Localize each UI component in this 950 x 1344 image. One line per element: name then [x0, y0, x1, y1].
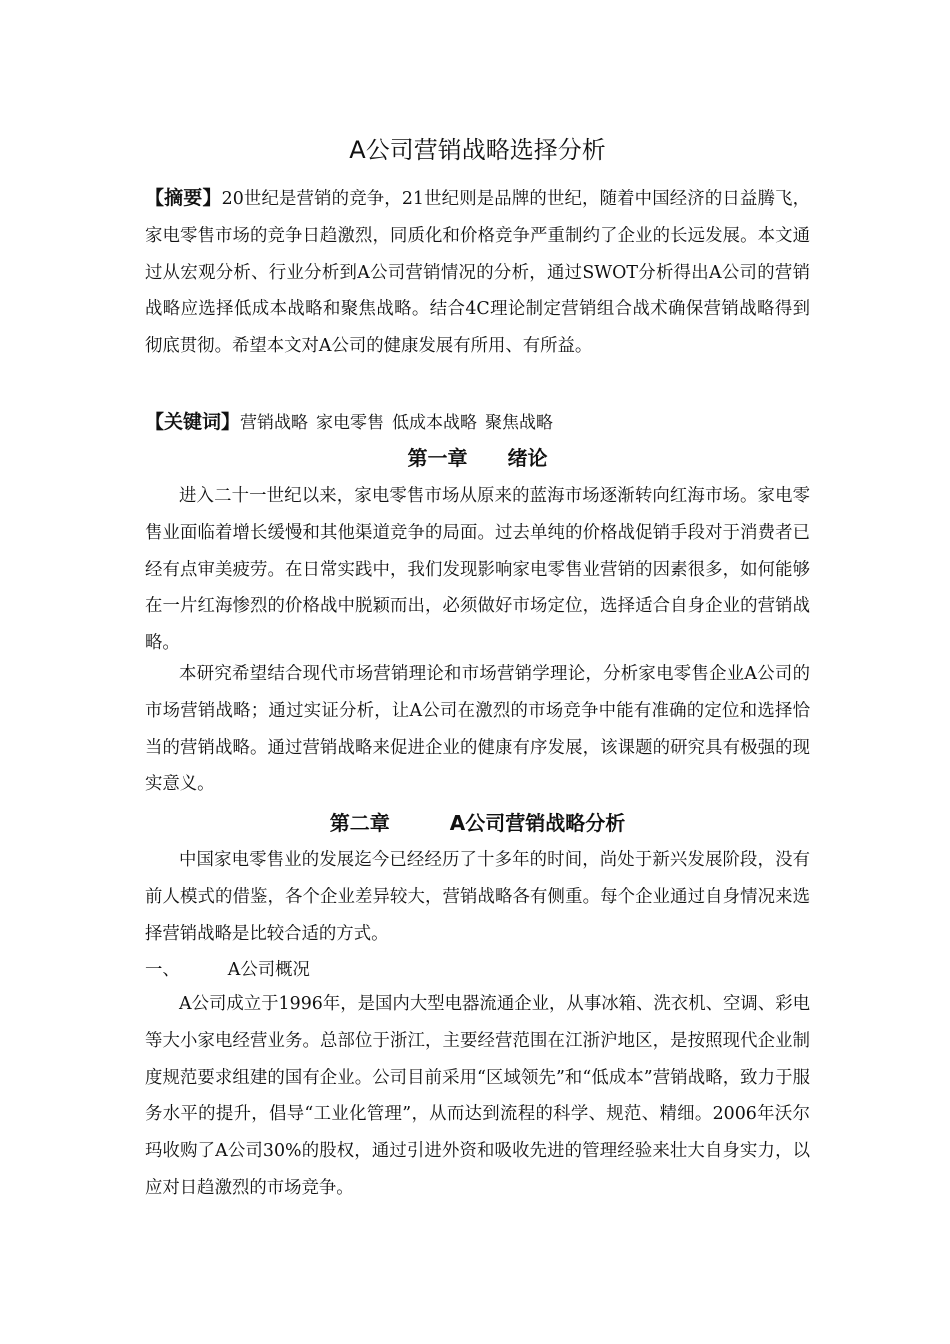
keyword-item: 家电零售 — [316, 413, 385, 433]
section-1-paragraph: A公司成立于1996年，是国内大型电器流通企业，从事冰箱、洗衣机、空调、彩电等大小家电经营业务。总部位于浙江，主要经营范围在江浙沪地区，是按照现代企业制度规范要求组建的国有企业。公司目前采用“区域领先”和“低成本”营销战略，致力于服务水平的提升，倡导“工业化管理”，从而达到流程的科学、规范、精细。2006年沃尔玛收购了A公司30%的股权，通过引进外资和吸收先进的管理经验来壮大自身实力，以应对日趋激烈的市场竞争。 — [145, 994, 810, 1198]
document-title: A公司营销战略选择分析 — [349, 136, 606, 164]
chapter-1-number: 第一章 — [407, 446, 468, 470]
keyword-item: 低成本战略 — [392, 413, 478, 433]
chapter-2-name: A公司营销战略分析 — [449, 811, 626, 835]
keywords-line — [145, 404, 810, 441]
chapter-1-name: 绪论 — [507, 446, 548, 470]
section-1-number: 一、 — [145, 960, 180, 980]
abstract-paragraph — [145, 180, 810, 365]
keyword-item: 营销战略 — [240, 413, 309, 433]
abstract-text: 20世纪是营销的竞争，21世纪则是品牌的世纪，随着中国经济的日益腾飞，家电零售市场的竞争日趋激烈，同质化和价格竞争严重制约了企业的长远发展。本文通过从宏观分析、行业分析到A公司营销情况的分析，通过SWOT分析得出A公司的营销战略应选择低成本战略和聚焦战略。结合4C理论制定营销组合战术确保营销战略得到彻底贯彻。希望本文对A公司的健康发展有所用、有所益。 — [145, 189, 810, 357]
chapter-1-paragraph-1: 进入二十一世纪以来，家电零售市场从原来的蓝海市场逐渐转向红海市场。家电零售业面临着增长缓慢和其他渠道竞争的局面。过去单纯的价格战促销手段对于消费者已经有点审美疲劳。在日常实践中，我们发现影响家电零售业营销的因素很多，如何能够在一片红海惨烈的价格战中脱颖而出，必须做好市场定位，选择适合自身企业的营销战略。 — [145, 486, 810, 654]
chapter-1-paragraph-2: 本研究希望结合现代市场营销理论和市场营销学理论，分析家电零售企业A公司的市场营销战略；通过实证分析，让A公司在激烈的市场竞争中能有准确的定位和选择恰当的营销战略。通过营销战略来促进企业的健康有序发展，该课题的研究具有极强的现实意义。 — [145, 664, 810, 795]
keywords-label: 【关键词】 — [145, 411, 241, 433]
section-1-name: A公司概况 — [227, 960, 310, 980]
chapter-2-number: 第二章 — [329, 811, 390, 835]
keyword-item: 聚焦战略 — [485, 413, 554, 433]
section-1-heading — [145, 953, 810, 987]
chapter-1-heading — [145, 442, 810, 474]
chapter-2-heading — [145, 807, 810, 839]
abstract-label: 【摘要】 — [145, 187, 222, 209]
chapter-2-intro: 中国家电零售业的发展迄今已经经历了十多年的时间，尚处于新兴发展阶段，没有前人模式的借鉴，各个企业差异较大，营销战略各有侧重。每个企业通过自身情况来选择营销战略是比较合适的方式。 — [145, 850, 810, 944]
